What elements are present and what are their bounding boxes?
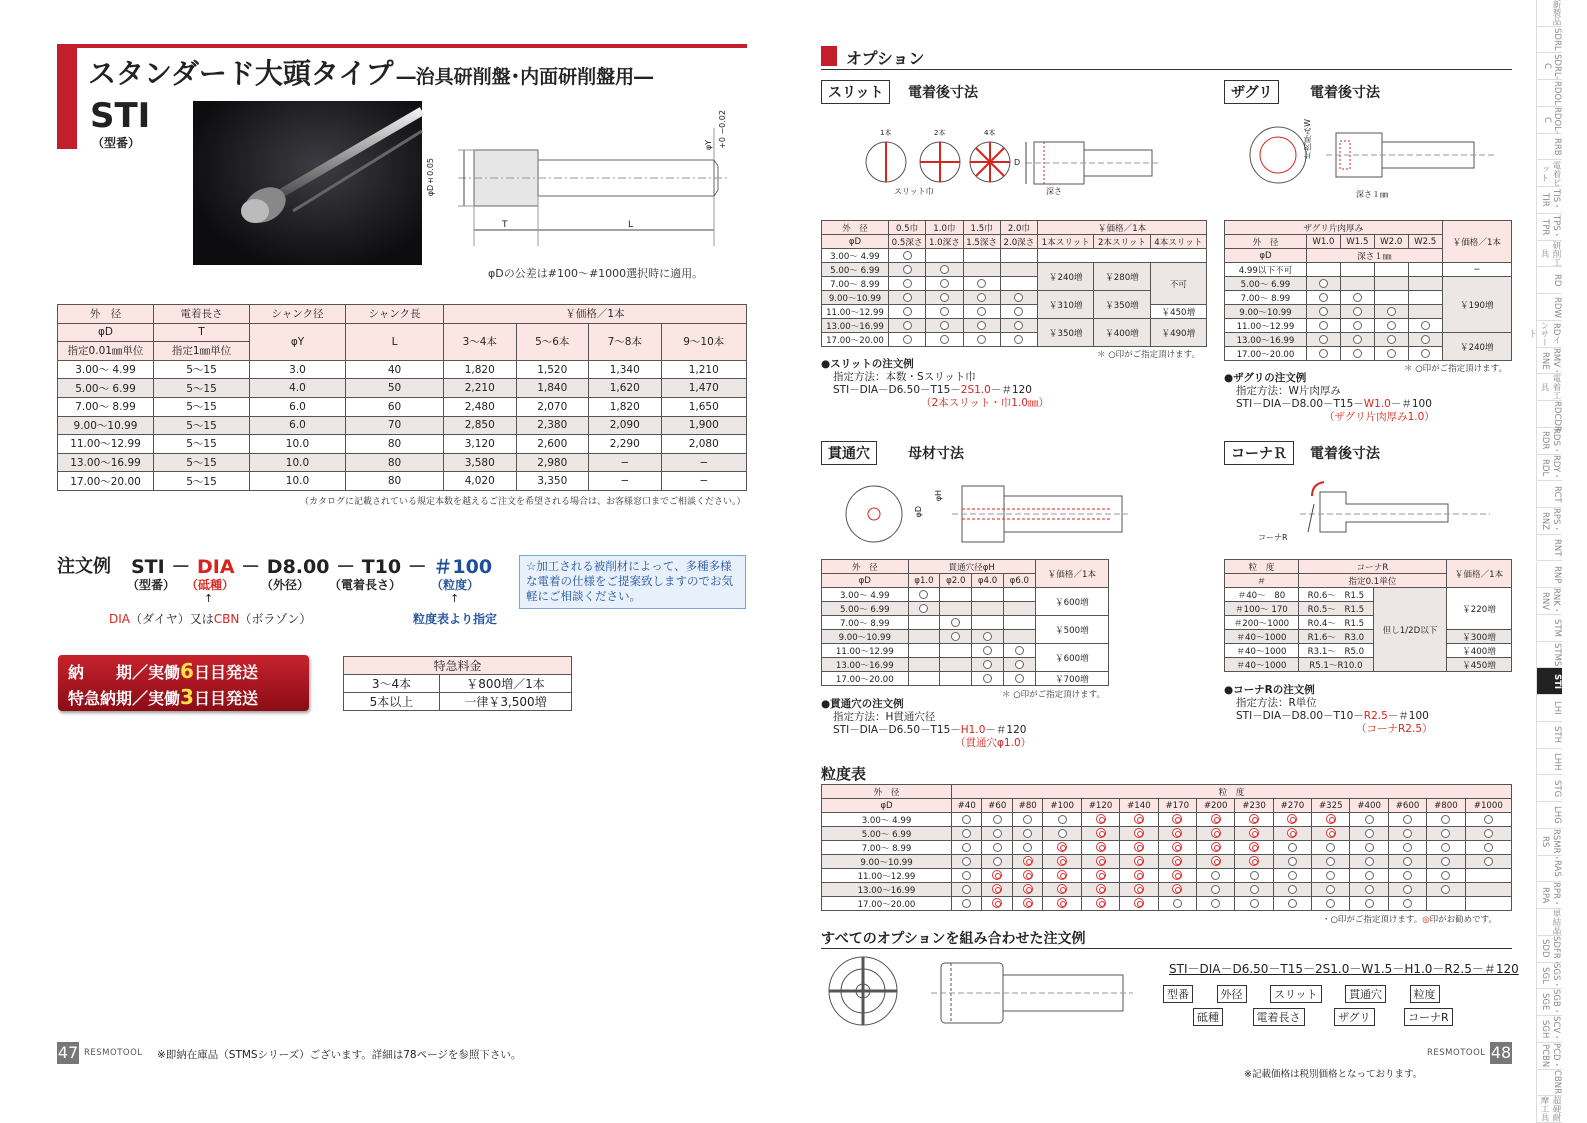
available-mark-icon: [903, 279, 912, 288]
recommended-mark-icon: [1249, 856, 1259, 866]
available-mark-icon: [940, 293, 949, 302]
available-mark-icon: [1015, 646, 1024, 655]
slit-mark-note: ＊ ○印がご指定頂けます。: [1097, 350, 1200, 360]
available-mark-icon: [1484, 815, 1493, 824]
available-mark-icon: [1421, 321, 1430, 330]
table-row: 9.00～10.99 5～15 6.0 70 2,850 2,380 2,090 1,900: [58, 416, 747, 435]
side-tab[interactable]: RDCDR: [1536, 401, 1562, 428]
available-mark-icon: [1211, 871, 1220, 880]
table-row: 5.00～ 6.99 5～15 4.0 50 2,210 1,840 1,620 1,470: [58, 379, 747, 398]
recommended-mark-icon: [1096, 814, 1106, 824]
available-mark-icon: [1441, 843, 1450, 852]
table-row: 9.00～10.99: [1225, 305, 1512, 319]
available-mark-icon: [1173, 899, 1182, 908]
side-tab[interactable]: STMS: [1536, 642, 1562, 669]
table-row: 17.00～20.00: [822, 897, 1512, 911]
tool-photo-graphic: [193, 101, 422, 265]
available-mark-icon: [1365, 871, 1374, 880]
recommended-mark-icon: [1096, 870, 1106, 880]
available-mark-icon: [1365, 843, 1374, 852]
grit-title: 粒度表: [821, 765, 867, 783]
table-row: 7.00～ 8.99 5～15 6.0 60 2,480 2,070 1,820 1,650: [58, 397, 747, 416]
available-mark-icon: [993, 829, 1002, 838]
side-tab[interactable]: 超硬耐摩工具: [1536, 1096, 1562, 1123]
hole-drawing: φD φH: [840, 476, 1130, 556]
side-tab[interactable]: LHH: [1536, 749, 1562, 776]
available-mark-icon: [1015, 660, 1024, 669]
recommended-mark-icon: [1134, 842, 1144, 852]
available-mark-icon: [940, 335, 949, 344]
available-mark-icon: [1353, 307, 1362, 316]
footer-left: ※即納在庫品（STMSシリーズ）ございます。詳細は78ページを参照下さい。: [157, 1049, 522, 1061]
table-row: ＃40～1000 R3.1～ R5.0 ￥400増: [1225, 644, 1512, 658]
recommended-mark-icon: [1134, 884, 1144, 894]
side-tab[interactable]: TPS・TPR: [1536, 214, 1562, 241]
side-tab[interactable]: RSMR・RS: [1536, 829, 1562, 856]
available-mark-icon: [940, 279, 949, 288]
available-mark-icon: [1421, 349, 1430, 358]
side-tab[interactable]: SCV・SGH: [1536, 1016, 1562, 1043]
table-row: 7.00～ 8.99: [822, 277, 1207, 291]
side-tab[interactable]: STH: [1536, 722, 1562, 749]
price-rows: [58, 360, 747, 490]
available-mark-icon: [1365, 829, 1374, 838]
side-tab[interactable]: RAS: [1536, 856, 1562, 883]
recommended-mark-icon: [1172, 884, 1182, 894]
available-mark-icon: [1319, 335, 1328, 344]
recommended-mark-icon: [1096, 898, 1106, 908]
zaguri-order: ●ザグリの注文例 指定方法：W片肉厚み STI－DIA－D8.00－T15－W1.0－＃100 （ザグリ片肉厚み1.0）: [1224, 372, 1435, 423]
hole-label: 貫通穴: [821, 441, 877, 465]
available-mark-icon: [1403, 843, 1412, 852]
consult-box: ☆加工される被削材によって、多種多様な電着の仕様をご提案致しますのでお気軽にご相談ください。: [519, 555, 746, 609]
available-mark-icon: [983, 674, 992, 683]
available-mark-icon: [1288, 899, 1297, 908]
recommended-mark-icon: [1057, 870, 1067, 880]
available-mark-icon: [1353, 335, 1362, 344]
available-mark-icon: [1353, 349, 1362, 358]
side-tab[interactable]: RDW: [1536, 294, 1562, 321]
available-mark-icon: [1023, 829, 1032, 838]
side-tab[interactable]: RNT: [1536, 535, 1562, 562]
available-mark-icon: [1288, 885, 1297, 894]
available-mark-icon: [1326, 843, 1335, 852]
recommended-mark-icon: [1249, 828, 1259, 838]
table-row: ＃40～ 80 R0.6～ R1.5 但し1/2D以下 ￥220増: [1225, 588, 1512, 602]
side-tabs: [1522, 0, 1562, 1123]
recommended-mark-icon: [1134, 814, 1144, 824]
available-mark-icon: [1403, 899, 1412, 908]
available-mark-icon: [1014, 293, 1023, 302]
recommended-mark-icon: [1023, 870, 1033, 880]
available-mark-icon: [1365, 857, 1374, 866]
side-tab[interactable]: RPS・RNZ: [1536, 508, 1562, 535]
recommended-mark-icon: [1326, 814, 1336, 824]
side-tab[interactable]: RMV・RNE: [1536, 348, 1562, 375]
table-row: 7.00～ 8.99: [1225, 291, 1512, 305]
available-mark-icon: [1441, 815, 1450, 824]
recommended-mark-icon: [1023, 856, 1033, 866]
available-mark-icon: [1387, 307, 1396, 316]
available-mark-icon: [1058, 815, 1067, 824]
table-row: 7.00～ 8.99: [822, 841, 1512, 855]
side-tab[interactable]: PCD・PCBN: [1536, 1043, 1562, 1070]
available-mark-icon: [1353, 321, 1362, 330]
recommended-mark-icon: [1057, 856, 1067, 866]
table-row: 11.00～12.99 ￥600増: [822, 644, 1109, 658]
side-tab[interactable]: STI: [1536, 668, 1562, 695]
available-mark-icon: [940, 265, 949, 274]
available-mark-icon: [993, 843, 1002, 852]
table-row: 9.00～10.99: [822, 630, 1109, 644]
corner-table: 粒 度 コーナR ￥価格／1本 ＃ 指定0.1単位 ＃40～ 80 R0.6～ R1.5 但し1/2D以下 ￥220増 ＃100～ 170 R0.5～ R1.5 ＃200～1000 R0.4～ R1.5 ＃40～1000 R1.6～ R3.0 ￥300増 ＃40～1000 R3.1～ R5.0 ￥400増 ＃40～1000 R5.1～R10.0 ￥450増: [1224, 559, 1512, 672]
available-mark-icon: [962, 871, 971, 880]
available-mark-icon: [1484, 857, 1493, 866]
corner-order: ●コーナRの注文例 指定方法：R単位 STI－DIA－D8.00－T10－R2.5－＃100 （コーナR2.5）: [1224, 684, 1433, 735]
table-row: 5.00～ 6.99 ￥190増: [1225, 277, 1512, 291]
slit-order: ●スリットの注文例 指定方法：本数・Sスリット巾 STI－DIA－D6.50－T15－2S1.0－＃120 （2本スリット・巾1.0㎜）: [821, 358, 1049, 409]
side-tab[interactable]: LHI: [1536, 695, 1562, 722]
hole-subtitle: 母材寸法: [908, 446, 964, 462]
available-mark-icon: [1441, 857, 1450, 866]
available-mark-icon: [1403, 829, 1412, 838]
tolerance-note: φDの公差は#100～#1000選択時に適用。: [488, 267, 704, 280]
recommended-mark-icon: [1287, 814, 1297, 824]
available-mark-icon: [903, 335, 912, 344]
available-mark-icon: [1484, 843, 1493, 852]
available-mark-icon: [1288, 871, 1297, 880]
side-tab[interactable]: RDOL-C: [1536, 107, 1562, 134]
page-number-right: 48: [1490, 1043, 1512, 1062]
available-mark-icon: [1211, 885, 1220, 894]
available-mark-icon: [962, 885, 971, 894]
order-example: 注文例 STI － DIA － D8.00 － T10 － ＃100 （型番） （砥種） （外径） （電着長さ） （粒度） ↑ ↑ DIA（ダイヤ）又はCBN（ボラゾン） 粒度表より指定: [57, 556, 498, 626]
available-mark-icon: [903, 293, 912, 302]
recommended-mark-icon: [1172, 856, 1182, 866]
side-tab[interactable]: 電着工具: [1536, 374, 1562, 401]
available-mark-icon: [977, 335, 986, 344]
recommended-mark-icon: [992, 898, 1002, 908]
available-mark-icon: [1326, 899, 1335, 908]
side-tab[interactable]: RD: [1536, 267, 1562, 294]
table-row: 11.00～12.99 5～15 10.0 80 3,120 2,600 2,290 2,080: [58, 435, 747, 454]
dia-note: DIA（ダイヤ）又はCBN（ボラゾン）: [109, 612, 312, 626]
brand-left: RESMOTOOL: [84, 1048, 143, 1058]
slit-label: スリット: [821, 80, 890, 104]
corner-subtitle: 電着後寸法: [1310, 446, 1380, 462]
recommended-mark-icon: [1134, 828, 1144, 838]
side-tab[interactable]: LHG: [1536, 802, 1562, 829]
page-title: スタンダード大頭タイプ ―治具研削盤･内面研削盤用―: [88, 57, 654, 90]
available-mark-icon: [983, 660, 992, 669]
table-row: 13.00～16.99: [822, 883, 1512, 897]
available-mark-icon: [1023, 815, 1032, 824]
table-row: 3.00～ 4.99 5～15 3.0 40 1,820 1,520 1,340 1,210: [58, 360, 747, 379]
recommended-mark-icon: [1057, 884, 1067, 894]
recommended-mark-icon: [1211, 814, 1221, 824]
table-row: 5.00～ 6.99: [822, 827, 1512, 841]
recommended-mark-icon: [1096, 828, 1106, 838]
combo-code: STI－DIA－D6.50－T15－2S1.0－W1.5－H1.0－R2.5－＃120: [1169, 962, 1519, 976]
brand-right: RESMOTOOL: [1427, 1048, 1486, 1058]
side-tab[interactable]: RRB: [1536, 134, 1562, 161]
available-mark-icon: [1319, 293, 1328, 302]
grit-note: ・○印がご指定頂けます。◎印がお勧めです。: [1322, 915, 1497, 925]
table-row: 17.00～20.00 5～15 10.0 80 4,020 3,350 ─ ─: [58, 472, 747, 491]
available-mark-icon: [940, 321, 949, 330]
available-mark-icon: [1014, 335, 1023, 344]
available-mark-icon: [1387, 335, 1396, 344]
table-row: 5.00～ 6.99: [822, 602, 1109, 616]
side-tab[interactable]: RDS・RDR: [1536, 428, 1562, 455]
side-tab[interactable]: SDRL: [1536, 27, 1562, 54]
side-tab[interactable]: SDFR・SDD: [1536, 936, 1562, 963]
available-mark-icon: [1058, 829, 1067, 838]
footer-right: ※記載価格は税別価格となっております。: [1244, 1069, 1423, 1080]
available-mark-icon: [1353, 293, 1362, 302]
recommended-mark-icon: [1096, 884, 1106, 894]
available-mark-icon: [919, 590, 928, 599]
table-row: 13.00～16.99 ￥350増 ￥400増 ￥490増: [822, 319, 1207, 333]
available-mark-icon: [903, 321, 912, 330]
available-mark-icon: [1441, 885, 1450, 894]
combo-rule: [821, 948, 1512, 949]
available-mark-icon: [1326, 885, 1335, 894]
side-tab[interactable]: RDインサート: [1527, 320, 1561, 347]
available-mark-icon: [1326, 871, 1335, 880]
recommended-mark-icon: [1326, 828, 1336, 838]
available-mark-icon: [1403, 885, 1412, 894]
option-rule: [821, 69, 1512, 70]
side-tab[interactable]: RDY・RDL: [1536, 455, 1562, 482]
table-row: 11.00～12.99 ￥450増: [822, 305, 1207, 319]
slit-subtitle: 電着後寸法: [908, 85, 978, 101]
available-mark-icon: [962, 843, 971, 852]
side-tab[interactable]: RDOL: [1536, 80, 1562, 107]
table-row: 3.00～ 4.99 ￥600増: [822, 588, 1109, 602]
recommended-mark-icon: [1211, 842, 1221, 852]
zaguri-table: ザグリ片肉厚み ￥価格／1本 外 径 W1.0 W1.5 W2.0 W2.5 φD 深さ１㎜ 4.99以下不可 ─ 5.00～ 6.99 ￥190増 7.00～ 8.99 9.00～10.99 11.00～12.99 13.00～16.99 ￥240増 17.00～20.00: [1224, 220, 1512, 361]
recommended-mark-icon: [1023, 884, 1033, 894]
table-row: 3.00～ 4.99: [822, 813, 1512, 827]
recommended-mark-icon: [1287, 828, 1297, 838]
table-row: 9.00～10.99 ￥310増 ￥350増: [822, 291, 1207, 305]
side-tab[interactable]: RNK・RNV: [1536, 588, 1562, 615]
recommended-mark-icon: [1249, 814, 1259, 824]
table-row: 17.00～20.00 ￥700増: [822, 672, 1109, 686]
corner-label: コーナＲ: [1224, 441, 1294, 465]
available-mark-icon: [993, 815, 1002, 824]
model-label: （型番）: [92, 136, 141, 150]
hole-order: ●貫通穴の注文例 指定方法：H貫通穴径 STI－DIA－D6.50－T15－H1.0－＃120 （貫通穴φ1.0）: [821, 698, 1032, 749]
recommended-mark-icon: [1172, 842, 1182, 852]
combo-labels-top: 型番 外径 スリット 貫通穴 粒度: [1163, 985, 1440, 1003]
recommended-mark-icon: [992, 884, 1002, 894]
available-mark-icon: [919, 604, 928, 613]
recommended-mark-icon: [1249, 842, 1259, 852]
page-number-left: 47: [57, 1043, 79, 1062]
available-mark-icon: [962, 857, 971, 866]
table-row: 13.00～16.99: [822, 658, 1109, 672]
available-mark-icon: [1403, 857, 1412, 866]
side-tab[interactable]: 単結晶: [1536, 909, 1562, 936]
slit-drawing: 1本 2本 4本 スリット巾 深さ D: [850, 122, 1170, 212]
zaguri-mark-note: ＊ ○印がご指定頂けます。: [1404, 364, 1507, 374]
side-tab[interactable]: STG: [1536, 775, 1562, 802]
recommended-mark-icon: [1057, 842, 1067, 852]
side-tab[interactable]: 電着ビット: [1536, 160, 1562, 187]
available-mark-icon: [903, 307, 912, 316]
recommended-mark-icon: [1096, 842, 1106, 852]
table-note: （カタログに記載されている規定本数を越えるご注文を希望される場合は、お客様窓口までご相談ください。）: [300, 497, 746, 507]
available-mark-icon: [940, 307, 949, 316]
title-red-bar: [57, 44, 747, 48]
table-row: ＃40～1000 R5.1～R10.0 ￥450増: [1225, 658, 1512, 672]
product-photo: [193, 101, 422, 265]
title-side-bar: [57, 44, 77, 149]
zaguri-drawing: 片肉厚みW 深さ１㎜: [1240, 115, 1500, 205]
available-mark-icon: [1319, 349, 1328, 358]
available-mark-icon: [1387, 321, 1396, 330]
dimension-drawing: φD±0.05 φY +0 −0.02 T L: [426, 110, 727, 230]
model-code: STI: [90, 96, 151, 136]
table-row: ＃200～1000 R0.4～ R1.5: [1225, 616, 1512, 630]
table-row: 13.00～16.99 ￥240増: [1225, 333, 1512, 347]
recommended-mark-icon: [1172, 870, 1182, 880]
side-tab[interactable]: CBNR: [1536, 1070, 1562, 1097]
available-mark-icon: [1365, 885, 1374, 894]
available-mark-icon: [1319, 321, 1328, 330]
recommended-mark-icon: [1057, 898, 1067, 908]
available-mark-icon: [1484, 829, 1493, 838]
option-square: [821, 46, 837, 66]
available-mark-icon: [1014, 307, 1023, 316]
side-tab[interactable]: STM: [1536, 615, 1562, 642]
delivery-badge: 納 期／実働6日目発送 特急納期／実働3日目発送: [58, 655, 309, 711]
recommended-mark-icon: [1096, 856, 1106, 866]
hole-table: 外 径 貫通穴径φH ￥価格／1本 φD φ1.0 φ2.0 φ4.0 φ6.0 3.00～ 4.99 ￥600増 5.00～ 6.99 7.00～ 8.99 ￥500増 9.00～10.99 11.00～12.99 ￥600増 13.00～16.99 17.00～20.00 ￥700増: [821, 559, 1109, 686]
available-mark-icon: [1250, 871, 1259, 880]
table-row: 17.00～20.00: [1225, 347, 1512, 361]
available-mark-icon: [977, 279, 986, 288]
recommended-mark-icon: [1211, 828, 1221, 838]
available-mark-icon: [1387, 349, 1396, 358]
combo-labels-bot: 砥種 電着長さ ザグリ コーナR: [1193, 1008, 1453, 1026]
available-mark-icon: [903, 251, 912, 260]
available-mark-icon: [1365, 899, 1374, 908]
rush-table: 特急料金 3～4本 ￥800増／1本 5本以上 一律￥3,500増: [343, 656, 572, 711]
recommended-mark-icon: [1023, 898, 1033, 908]
zaguri-label: ザグリ: [1224, 80, 1279, 104]
available-mark-icon: [993, 857, 1002, 866]
available-mark-icon: [1015, 674, 1024, 683]
available-mark-icon: [951, 618, 960, 627]
combo-title: すべてのオプションを組み合わせた注文例: [821, 931, 1086, 947]
recommended-mark-icon: [992, 870, 1002, 880]
side-tab[interactable]: RCT: [1536, 481, 1562, 508]
side-tab[interactable]: SGB・SGE: [1536, 989, 1562, 1016]
table-row: 4.99以下不可 ─: [1225, 263, 1512, 277]
recommended-mark-icon: [1211, 856, 1221, 866]
zaguri-subtitle: 電着後寸法: [1310, 85, 1380, 101]
table-row: 5.00～ 6.99 ￥240増 ￥280増 不可: [822, 263, 1207, 277]
available-mark-icon: [1421, 335, 1430, 344]
side-tab[interactable]: RNP: [1536, 562, 1562, 589]
table-row: 11.00～12.99: [1225, 319, 1512, 333]
available-mark-icon: [1250, 899, 1259, 908]
available-mark-icon: [1403, 871, 1412, 880]
available-mark-icon: [977, 307, 986, 316]
side-tab[interactable]: TIS・TIR: [1536, 187, 1562, 214]
available-mark-icon: [983, 632, 992, 641]
available-mark-icon: [903, 265, 912, 274]
price-table: 外 径 電着長さ シャンク径 シャンク長 ￥価格／1本 φD T φY L 3～4本 5～6本 7～8本 9～10本 指定0.01㎜単位 指定1㎜単位 3.00～ 4.99 5～15 3.0 40 1,820 1,520 1,340 1,210 5.00～ 6.99 5～15 4.0 50 2,210 1,840 1,620 1,470 7.00～ 8.99 5～15 6.0 60 2,480 2,070 1,820 1,650 9.00～10.99 5～15 6.0 70 2,850 2,380 2,090 1,900 11.00～12.99 5～15 10.0 80 3,120 2,600 2,290 2,080 13.00～16.99 5～15 10.0 80 3,580 2,980 ─ ─ 17.00～20.00 5～15 10.0 80 4,020 3,350 ─ ─: [57, 304, 747, 491]
side-tab[interactable]: SDRL-C: [1536, 53, 1562, 80]
table-row: ＃100～ 170 R0.5～ R1.5: [1225, 602, 1512, 616]
available-mark-icon: [1441, 829, 1450, 838]
available-mark-icon: [1288, 843, 1297, 852]
side-tab[interactable]: RPR・RPA: [1536, 882, 1562, 909]
available-mark-icon: [1023, 843, 1032, 852]
table-row: 9.00～10.99: [822, 855, 1512, 869]
available-mark-icon: [977, 321, 986, 330]
table-row: ＃40～1000 R1.6～ R3.0 ￥300増: [1225, 630, 1512, 644]
side-tab[interactable]: 新製品: [1536, 0, 1562, 27]
available-mark-icon: [983, 646, 992, 655]
available-mark-icon: [1250, 885, 1259, 894]
available-mark-icon: [1441, 871, 1450, 880]
table-row: 11.00～12.99: [822, 869, 1512, 883]
recommended-mark-icon: [1172, 814, 1182, 824]
available-mark-icon: [962, 829, 971, 838]
recommended-mark-icon: [1134, 870, 1144, 880]
table-row: 7.00～ 8.99 ￥500増: [822, 616, 1109, 630]
available-mark-icon: [962, 899, 971, 908]
side-tab[interactable]: 研削工具: [1536, 241, 1562, 268]
available-mark-icon: [1014, 321, 1023, 330]
available-mark-icon: [962, 815, 971, 824]
available-mark-icon: [1403, 815, 1412, 824]
hole-mark-note: ＊ ○印がご指定頂けます。: [1002, 690, 1105, 700]
option-title: オプション: [846, 49, 925, 68]
table-row: 17.00～20.00: [822, 333, 1207, 347]
side-tab[interactable]: SGS・SGL: [1536, 963, 1562, 990]
available-mark-icon: [1288, 857, 1297, 866]
available-mark-icon: [1319, 279, 1328, 288]
recommended-mark-icon: [1134, 898, 1144, 908]
corner-drawing: コーナR: [1250, 474, 1510, 546]
recommended-mark-icon: [1172, 828, 1182, 838]
available-mark-icon: [977, 293, 986, 302]
combo-drawing: [821, 955, 1141, 1030]
slit-table: 外 径 0.5巾 1.0巾 1.5巾 2.0巾 ￥価格／1本 φD 0.5深さ 1.0深さ 1.5深さ 2.0深さ 1本スリット 2本スリット 4本スリット 3.00～ 4.99 5.00～ 6.99 ￥240増 ￥280増 不可 7.00～ 8.99 9.00～10.99 ￥310増 ￥350増 11.00～12.99 ￥450増 13.00～16.99 ￥350増 ￥400増 ￥490増 17.00～20.00: [821, 220, 1207, 347]
table-row: 13.00～16.99 5～15 10.0 80 3,580 2,980 ─ ─: [58, 453, 747, 472]
table-row: 3.00～ 4.99: [822, 249, 1207, 263]
recommended-mark-icon: [1134, 856, 1144, 866]
grit-table: 外 径 粒 度 φD #40 #60 #80 #100 #120 #140 #170 #200 #230 #270 #325 #400 #600 #800 #1000 3.00～ 4.99 5.00～ 6.99 7.00～ 8.99 9.00～10.99 11.00～12.99 13.00～16.99 17.00～20.00: [821, 784, 1512, 911]
available-mark-icon: [1365, 815, 1374, 824]
available-mark-icon: [1326, 857, 1335, 866]
available-mark-icon: [1211, 899, 1220, 908]
grit-note: 粒度表より指定: [413, 612, 498, 626]
available-mark-icon: [951, 632, 960, 641]
available-mark-icon: [1319, 307, 1328, 316]
